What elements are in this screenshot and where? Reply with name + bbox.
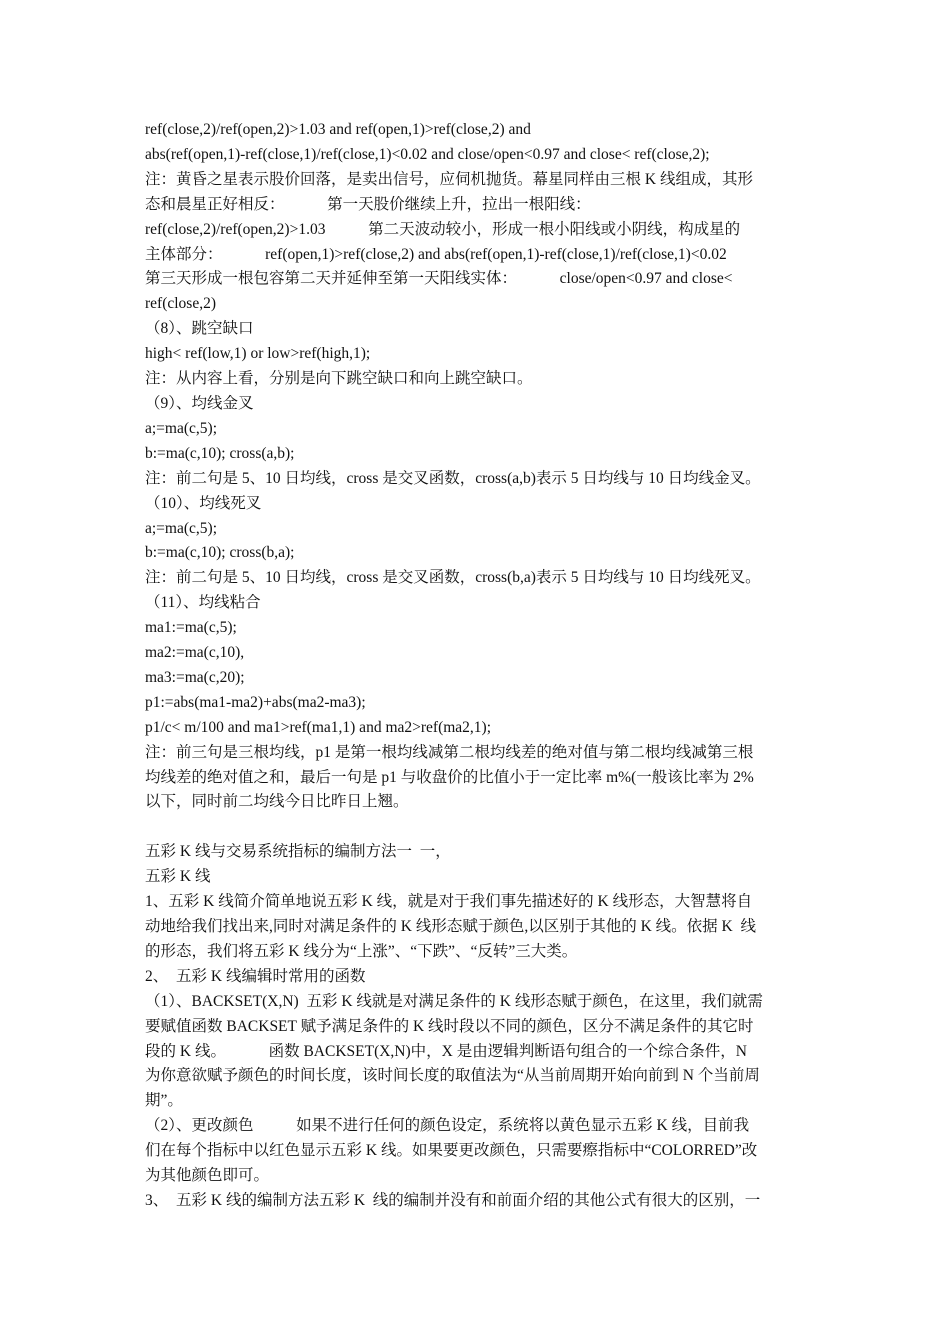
text-line: 以下，同时前二均线今日比昨日上翘。 — [145, 793, 409, 811]
text-line: p1/c< m/100 and ma1>ref(ma1,1) and ma2>ref(ma2,1); — [145, 718, 492, 736]
text-line: ref(close,2)/ref(open,2)>1.03 and ref(open,1)>ref(close,2) and — [145, 121, 531, 138]
text-line: a;=ma(c,5); — [145, 419, 217, 437]
text-line: 注：前三句是三根均线，p1 是第一根均线减第二根均线差的绝对值与第二根均线减第三根 — [145, 743, 754, 761]
text-line: 注：从内容上看，分别是向下跳空缺口和向上跳空缺口。 — [145, 370, 533, 388]
text-line: 动地给我们找出来,同时对满足条件的 K 线形态赋于颜色,以区别于其他的 K 线。依据 K 线 — [145, 917, 756, 935]
section-kline-patterns — [145, 118, 810, 815]
text-line: high< ref(low,1) or low>ref(high,1); — [145, 345, 371, 363]
text-line: 均线差的绝对值之和，最后一句是 p1 与收盘价的比值小于一定比率 m%(一般该比率为 2% — [145, 768, 754, 786]
text-line: ma3:=ma(c,20); — [145, 668, 245, 686]
section-colored-kline — [145, 840, 810, 1214]
text-line: ref(close,2) — [145, 295, 216, 313]
text-line: 段的 K 线。 函数 BACKSET(X,N)中，X 是由逻辑判断语句组合的一个综合条件，N — [145, 1042, 747, 1060]
text-line: 的形态，我们将五彩 K 线分为“上涨”、“下跌”、“反转”三大类。 — [145, 942, 578, 960]
text-line: 们在每个指标中以红色显示五彩 K 线。如果要更改颜色，只需要瘵指标中“COLORRED”改 — [145, 1142, 758, 1160]
text-line: b:=ma(c,10); cross(b,a); — [145, 544, 295, 562]
text-line: 为其他颜色即可。 — [145, 1167, 270, 1185]
document-body — [145, 118, 810, 1214]
text-line: b:=ma(c,10); cross(a,b); — [145, 444, 295, 462]
text-line: 1、五彩 K 线简介简单地说五彩 K 线，就是对于我们事先描述好的 K 线形态，大智慧将自 — [145, 893, 753, 911]
heading-death-cross: （10）、均线死叉 — [145, 494, 262, 512]
text-line: p1:=abs(ma1-ma2)+abs(ma2-ma3); — [145, 693, 366, 711]
text-line: （2）、更改颜色 如果不进行任何的颜色设定，系统将以黄色显示五彩 K 线，目前我 — [145, 1117, 750, 1135]
text-line: 注：前二句是 5、10 日均线，cross 是交叉函数，cross(a,b)表示 5 日均线与 10 日均线金叉。 — [145, 469, 761, 487]
text-line: abs(ref(open,1)-ref(close,1)/ref(close,1)<0.02 and close/open<0.97 and close< ref(close,2); — [145, 145, 710, 163]
text-line: 主体部分： ref(open,1)>ref(close,2) and abs(ref(open,1)-ref(close,1)/ref(close,1)<0.02 — [145, 245, 727, 263]
text-line: 期”。 — [145, 1092, 183, 1110]
heading-golden-cross: （9）、均线金叉 — [145, 394, 254, 412]
text-line: 2、 五彩 K 线编辑时常用的函数 — [145, 967, 366, 985]
heading-ma-converge: （11）、均线粘合 — [145, 594, 261, 612]
text-line: 态和晨星正好相反： 第一天股价继续上升，拉出一根阳线： — [145, 195, 591, 213]
text-line: ref(close,2)/ref(open,2)>1.03 第二天波动较小，形成一根小阳线或小阴线，构成星的 — [145, 220, 741, 238]
text-line: （1）、BACKSET(X,N) 五彩 K 线就是对满足条件的 K 线形态赋于颜色，在这里，我们就需 — [145, 992, 763, 1010]
heading-gap: （8）、跳空缺口 — [145, 320, 254, 338]
text-line: a;=ma(c,5); — [145, 519, 217, 537]
text-line: 注：前二句是 5、10 日均线，cross 是交叉函数，cross(b,a)表示 5 日均线与 10 日均线死叉。 — [145, 569, 761, 587]
text-line: ma2:=ma(c,10), — [145, 644, 245, 662]
text-line: ma1:=ma(c,5); — [145, 619, 237, 637]
text-line: 3、 五彩 K 线的编制方法五彩 K 线的编制并没有和前面介绍的其他公式有很大的区别，一 — [145, 1191, 761, 1209]
text-line: 为你意欲赋予颜色的时间长度，该时间长度的取值法为“从当前周期开始向前到 N 个当前周 — [145, 1067, 760, 1085]
text-line: 第三天形成一根包容第二天并延伸至第一天阳线实体： close/open<0.97 and close< — [145, 270, 733, 288]
section-title: 五彩 K 线与交易系统指标的编制方法一 一， — [145, 843, 451, 861]
text-line: 注：黄昏之星表示股价回落，是卖出信号，应伺机抛货。幕星同样由三根 K 线组成，其形 — [145, 170, 753, 188]
paragraph-gap — [145, 815, 810, 840]
text-line: 要赋值函数 BACKSET 赋予满足条件的 K 线时段以不同的颜色，区分不满足条件的其它时 — [145, 1017, 754, 1035]
text-line: 五彩 K 线 — [145, 868, 211, 886]
